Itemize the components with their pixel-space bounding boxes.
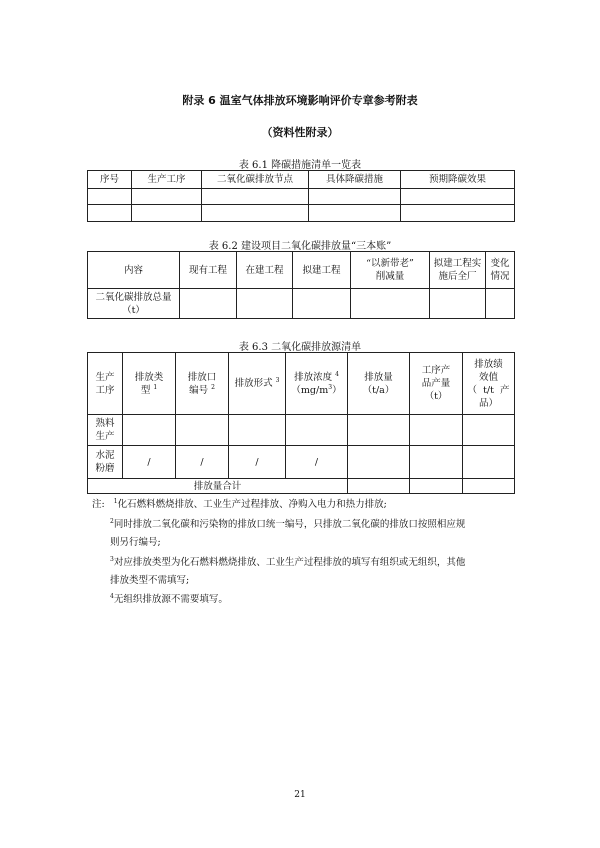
table-row: [88, 205, 515, 222]
table-header-cell: 排放绩 效值 （ t/t 产 品）: [463, 353, 515, 415]
table-cell: [237, 289, 293, 319]
table-cell: [88, 205, 132, 222]
table-6-2-caption: 表 6.2 建设项目二氧化碳排放量“三本账”: [208, 241, 392, 252]
note-3: $^3$对应排放类型为化石燃料燃烧排放、工业生产过程排放的填写有组织或无组织，其他: [110, 555, 466, 568]
table-row: [88, 189, 515, 205]
table-header-cell: 在建工程: [237, 252, 293, 289]
table-row: [88, 446, 515, 479]
note-2-cont: 则另行编号;: [110, 537, 161, 548]
table-header-cell: 排放形式 $^3$: [229, 353, 286, 415]
note-4: $^4$无组织排放源不需要填写。: [110, 592, 228, 605]
table-cell: [176, 415, 229, 446]
table-6-3: [87, 352, 515, 494]
table-cell: [180, 289, 237, 319]
table-cell: [401, 205, 515, 222]
table-cell: [348, 479, 410, 494]
table-header-cell: 内容: [88, 252, 180, 289]
table-row: [88, 252, 515, 289]
page-subtitle: （资料性附录）: [261, 126, 339, 139]
table-cell: [132, 189, 202, 205]
table-header-cell: 排放口 编号 $^2$: [176, 353, 229, 415]
table-cell: [309, 189, 401, 205]
table-6-1-caption: 表 6.1 降碳措施清单一览表: [238, 160, 362, 171]
table-cell: [202, 205, 309, 222]
table-cell: [229, 415, 286, 446]
table-header-cell: 变化 情况: [486, 252, 515, 289]
table-cell: [463, 446, 515, 479]
table-row-label: 熟料 生产: [88, 415, 123, 446]
table-header-cell: 拟建工程: [293, 252, 351, 289]
table-row: [88, 171, 515, 189]
table-6-2: [87, 251, 515, 319]
table-cell: [351, 289, 430, 319]
table-row: [88, 289, 515, 319]
table-row: [88, 479, 515, 494]
table-cell: [132, 205, 202, 222]
table-cell: [410, 415, 463, 446]
table-cell: [293, 289, 351, 319]
table-header-cell: 拟建工程实 施后全厂: [430, 252, 486, 289]
table-header-cell: 生产 工序: [88, 353, 123, 415]
note-2: $^2$同时排放二氧化碳和污染物的排放口统一编号，只排放二氧化碳的排放口按照相应规: [110, 517, 466, 530]
table-row-label: 二氧化碳排放总量 （t）: [88, 289, 180, 319]
page-title: 附录 6 温室气体排放环境影响评价专章参考附表: [182, 94, 418, 107]
table-cell: [348, 446, 410, 479]
table-header-cell: 预期降碳效果: [401, 171, 515, 189]
table-cell: [401, 189, 515, 205]
table-cell: [410, 446, 463, 479]
note-1: 注: $^1$化石燃料燃烧排放、工业生产过程排放、净购入电力和热力排放;: [92, 497, 387, 510]
table-header-cell: 序号: [88, 171, 132, 189]
table-6-1: [87, 170, 515, 222]
table-cell: [430, 289, 486, 319]
table-row-label: 水泥 粉磨: [88, 446, 123, 479]
total-label-cell: 排放量合计: [88, 479, 348, 494]
note-3-cont: 排放类型不需填写;: [110, 575, 190, 586]
table-cell: [410, 479, 463, 494]
table-header-cell: 工序产 品产量 （t）: [410, 353, 463, 415]
table-row: [88, 353, 515, 415]
table-header-cell: 具体降碳措施: [309, 171, 401, 189]
table-header-cell: 现有工程: [180, 252, 237, 289]
table-cell: [463, 479, 515, 494]
table-cell: [286, 415, 348, 446]
table-6-3-caption: 表 6.3 二氧化碳排放源清单: [238, 342, 362, 353]
table-header-cell: 生产工序: [132, 171, 202, 189]
table-cell: [309, 205, 401, 222]
table-cell: /: [176, 446, 229, 479]
table-cell: /: [123, 446, 176, 479]
table-cell: [348, 415, 410, 446]
table-header-cell: 排放浓度 $^4$ $(mg/m^3)$: [286, 353, 348, 415]
page-number: 21: [294, 790, 306, 800]
table-header-cell: “以新带老” 削减量: [351, 252, 430, 289]
table-cell: [123, 415, 176, 446]
table-cell: [486, 289, 515, 319]
table-header-cell: 二氧化碳排放节点: [202, 171, 309, 189]
table-header-cell: 排放量 （t/a）: [348, 353, 410, 415]
table-cell: [463, 415, 515, 446]
table-cell: [202, 189, 309, 205]
table-header-cell: 排放类 型 $^1$: [123, 353, 176, 415]
table-cell: /: [229, 446, 286, 479]
table-row: [88, 415, 515, 446]
table-cell: /: [286, 446, 348, 479]
table-cell: [88, 189, 132, 205]
